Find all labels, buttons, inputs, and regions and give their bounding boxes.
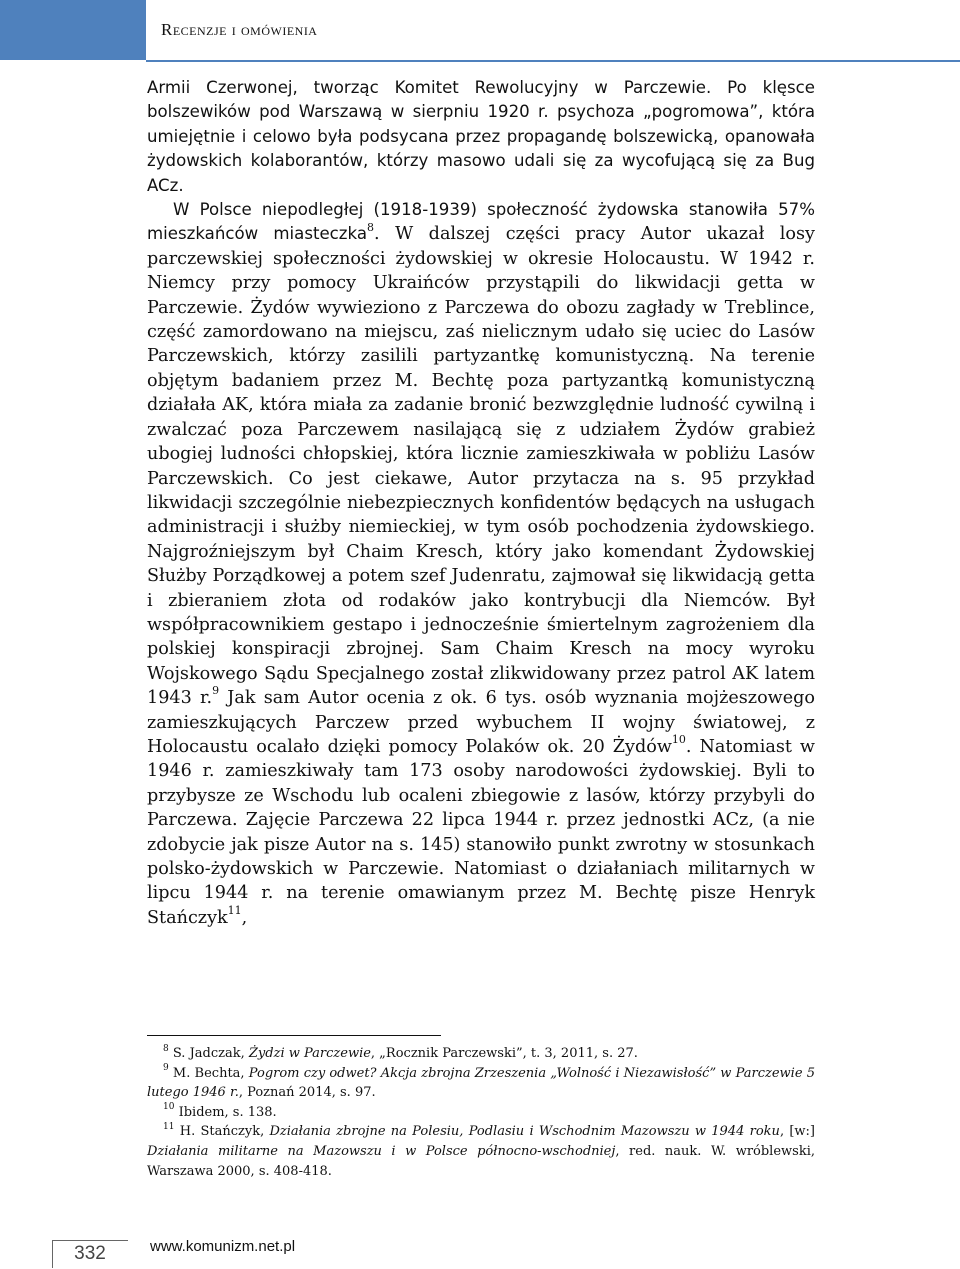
- footnote-title: Działania zbrojne na Polesiu, Podlasiu i Wschodnim Mazowszu w 1944 roku: [269, 1124, 780, 1140]
- footnote-text: , [w:]: [779, 1124, 815, 1140]
- page-number: 332: [74, 1243, 106, 1264]
- paragraph-2-text-d: . Natomiast w 1946 r. zamieszkiwały tam 173 osoby narodowości żydowskiej. Byli to przybysze ze Wschodu lub ocaleni zbiegowie z lasów, którzy przybyli do Parczewa. Zajęcie Parczewa 22 lipca 1944 r. przez jednostki ACz, (a nie zdobycie jak pisze Autor na s. 145) stanowiło punkt zwrotny w stosunkach polsko-żydowskich w Parczewie. Natomiast o działaniach militarnych w lipcu 1944 r. na terenie omawianym przez M. Bechtę pisze Henryk Stańczyk: [147, 736, 815, 928]
- footnote-10: [147, 1103, 815, 1123]
- footnote-11: [147, 1122, 815, 1181]
- footnote-separator: [147, 1035, 441, 1036]
- footnote-ref-11[interactable]: 11: [227, 903, 242, 917]
- footnote-9: [147, 1064, 815, 1103]
- footnotes: [147, 1044, 815, 1181]
- footnote-number: 10: [163, 1102, 175, 1113]
- section-title: Recenzje i omówienia: [161, 20, 318, 39]
- footnote-title: Żydzi w Parczewie: [248, 1046, 371, 1061]
- article-body: [147, 76, 815, 930]
- footnote-text: , red. nauk. W. wróblewski, Warszawa 2000, s. 408-418.: [147, 1143, 815, 1179]
- header-accent-block: [0, 0, 146, 60]
- paragraph-2-text-a: W Polsce niepodległej (1918-1939) społeczność żydowska stanowiła 57% mieszkańców miasteczka: [147, 200, 815, 244]
- footnote-title: Działania militarne na Mazowszu i w Polsce północno-wschodniej: [147, 1143, 616, 1159]
- footnote-number: 8: [163, 1043, 169, 1054]
- footnote-text: H. Stańczyk,: [174, 1124, 270, 1140]
- paragraph-2-text-b: . W dalszej części pracy Autor ukazał losy parczewskiej społeczności żydowskiej w okresie Holocaustu. W 1942 r. Niemcy przy pomocy Ukraińców przystąpili do likwidacji getta w Parczewie. Żydów wywieziono z Parczewa do obozu zagłady w Treblince, część zamordowano na miejscu, zaś nielicznym udało się uciec do Lasów Parczewskich, którzy zasilili partyzantkę komunistyczną. Na terenie objętym badaniem przez M. Bechtę poza partyzantką komunistyczną działała AK, która miała za zadanie bronić bezwzględnie ludność cywilną i zwalczać poza Parczewem nasilającą się z udziałem Żydów grabież ubogiej ludności chłopskiej, która licznie zamieszkiwała w pobliżu Lasów Parczewskich. Co jest ciekawe, Autor przytacza na s. 95 przykład likwidacji szczególnie niebezpiecznych konfidentów będących na usługach administracji i służby niemieckiej, w tym osób pochodzenia żydowskiego. Najgroźniejszym był Chaim Kresch, który jako komendant Żydowskiej Służby Porządkowej a potem szef Judenratu, zajmował się likwidacją getta i zbieraniem złota od rodaków jako kontrybucji dla Niemców. Był współpracownikiem gestapo i jednocześnie śmiertelnym zagrożeniem dla polskiej konspiracji zbrojnej. Sam Chaim Kresch na mocy wyroku Wojskowego Sądu Specjalnego został zlikwidowany przez patrol AK latem 1943 r.: [147, 224, 815, 709]
- footnote-ref-8[interactable]: 8: [367, 220, 374, 234]
- paragraph-2: [147, 198, 815, 930]
- paragraph-1: Armii Czerwonej, tworząc Komitet Rewolucyjny w Parczewie. Po klęsce bolszewików pod Warszawą w sierpniu 1920 r. psychoza „pogromowa”, która umiejętnie i celowo była podsycana przez propagandę bolszewicką, opanowała żydowskich kolaborantów, którzy masowo udali się za wycofującą się za Bug ACz.: [147, 78, 815, 195]
- site-url[interactable]: www.komunizm.net.pl: [150, 1238, 296, 1255]
- footnote-8: [147, 1044, 815, 1064]
- footnote-number: 9: [163, 1063, 169, 1074]
- footnote-ref-10[interactable]: 10: [671, 733, 686, 747]
- header-rule: [146, 60, 960, 62]
- footnote-number: 11: [163, 1122, 175, 1133]
- footnote-ref-9[interactable]: 9: [212, 684, 220, 698]
- paragraph-2-text-e: ,: [241, 907, 248, 928]
- paragraph-2-text-c: Jak sam Autor ocenia z ok. 6 tys. osób wyznania mojżeszowego zamieszkujących Parczew przed wybuchem II wojny światowej, z Holocaustu ocalało dzięki pomocy Polaków ok. 20 Żydów: [147, 688, 815, 757]
- footnote-text: , „Rocznik Parczewski”, t. 3, 2011, s. 27.: [370, 1046, 638, 1061]
- footnote-text: Ibidem, s. 138.: [174, 1104, 277, 1120]
- footnote-text: , Poznań 2014, s. 97.: [238, 1085, 376, 1101]
- footnote-title: Pogrom czy odwet? Akcja zbrojna Zrzeszenia „Wolność i Niezawisłość” w Parczewie 5 lutego 1946 r.: [147, 1065, 815, 1101]
- footnote-text: M. Bechta,: [168, 1065, 249, 1081]
- footnote-text: S. Jadczak,: [168, 1046, 249, 1061]
